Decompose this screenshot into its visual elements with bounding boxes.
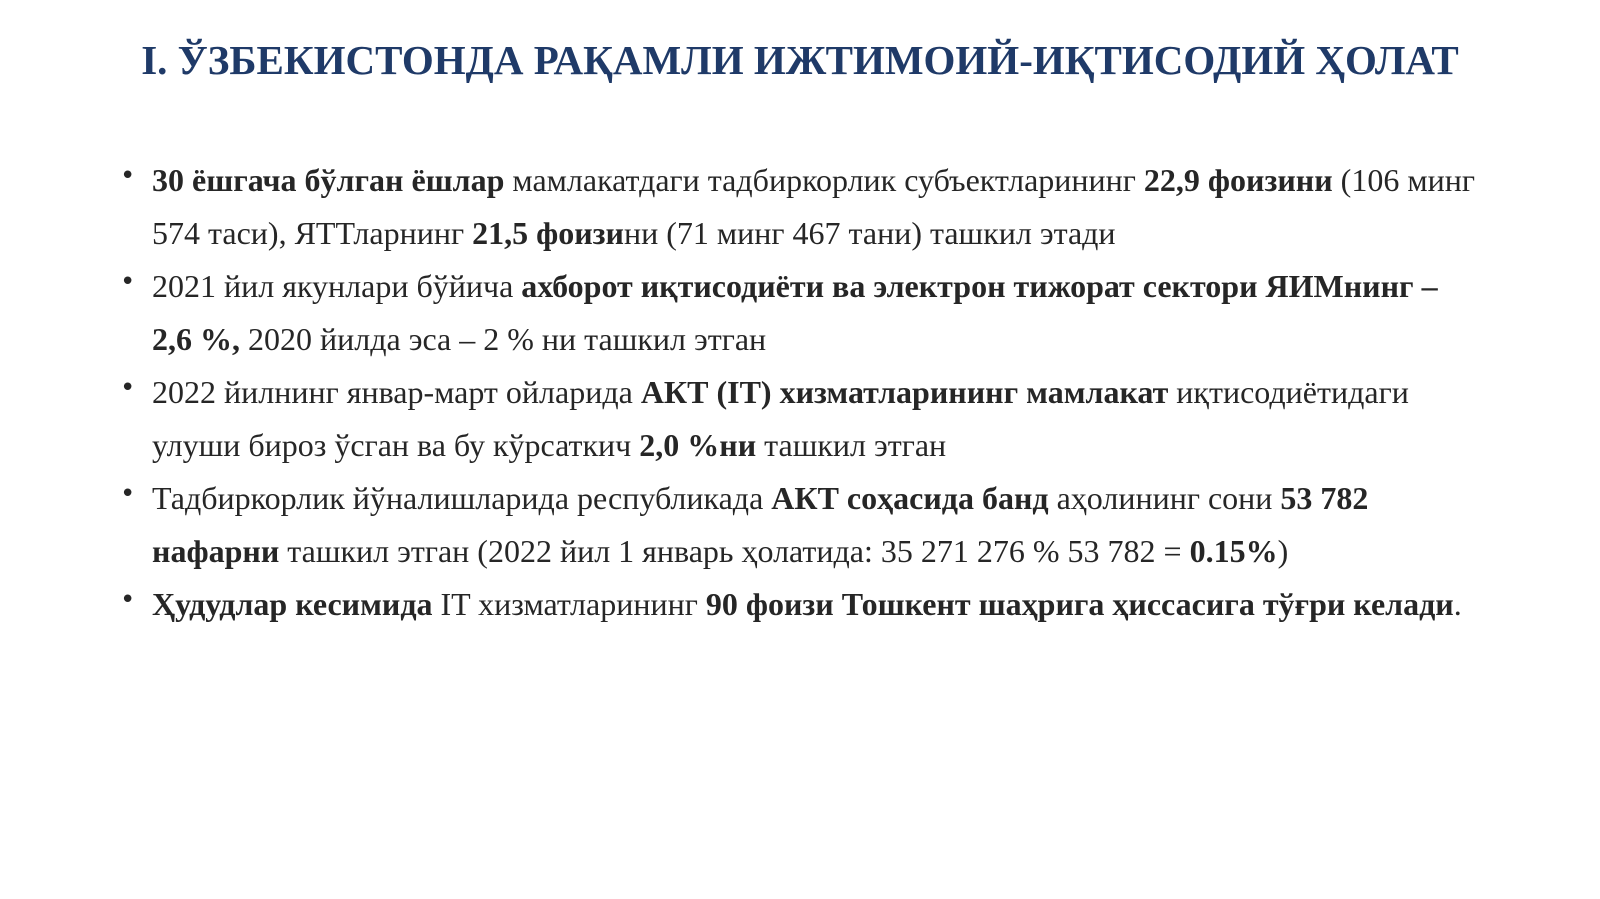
bullet-text: мамлакатдаги тадбиркорлик субъектларининг xyxy=(504,162,1144,198)
bullet-text: 2021 йил якунлари бўйича xyxy=(152,268,522,304)
bullet-text-bold: АКТ соҳасида банд xyxy=(771,480,1049,516)
bullet-text: IT хизматларининг xyxy=(432,586,706,622)
bullet-text: (106 минг 574 таси), ЯТТларнинг xyxy=(152,162,1475,251)
bullet-item-1 xyxy=(120,154,1482,260)
bullet-text: 2022 йилнинг январ-март ойларида xyxy=(152,374,641,410)
bullet-icon: • xyxy=(120,267,136,297)
bullet-text: Тадбиркорлик йўналишларида республикада xyxy=(152,480,772,516)
bullet-text: ) xyxy=(1277,533,1289,569)
bullet-text: ташкил этган (2022 йил 1 январь ҳолатида: 35 271 276 % 53 782 = xyxy=(279,533,1190,569)
bullet-text-bold: 2,0 %ни xyxy=(639,427,757,463)
bullet-item-5 xyxy=(120,578,1482,631)
bullet-text-bold: Ҳудудлар кесимида xyxy=(152,586,433,622)
bullet-text: . xyxy=(1453,586,1462,622)
slide-title: I. ЎЗБЕКИСТОНДА РАҚАМЛИ ИЖТИМОИЙ-ИҚТИСОДИЙ ҲОЛАТ xyxy=(141,37,1459,83)
bullet-text-bold: 0.15% xyxy=(1189,533,1278,569)
bullet-text: ни (71 минг 467 тани) ташкил этади xyxy=(623,215,1116,251)
bullet-text: 2020 йилда эса – 2 % ни ташкил этган xyxy=(240,321,767,357)
bullet-icon: • xyxy=(120,373,136,403)
bullet-text-bold: 90 фоизи Тошкент шаҳрига ҳиссасига тўғри келади xyxy=(705,586,1454,622)
bullet-text-bold: 30 ёшгача бўлган ёшлар xyxy=(152,162,505,198)
bullet-text: аҳолининг сони xyxy=(1048,480,1281,516)
bullet-text: ташкил этган xyxy=(756,427,947,463)
bullet-text-bold: 21,5 фоизи xyxy=(472,215,624,251)
bullet-text-bold: АКТ (IT) хизматларининг мамлакат xyxy=(640,374,1169,410)
bullet-text-bold: ахборот иқтисодиёти ва электрон тижорат сектори ЯИМнинг – 2,6 %, xyxy=(152,268,1438,357)
bullet-text-bold: 53 782 нафарни xyxy=(152,480,1369,569)
bullet-icon: • xyxy=(120,585,136,615)
bullet-text: иқтисодиётидаги улуши бироз ўсган ва бу кўрсаткич xyxy=(152,374,1409,463)
bullet-icon: • xyxy=(120,161,136,191)
bullet-text-bold: 22,9 фоизини xyxy=(1143,162,1333,198)
bullet-item-4 xyxy=(120,472,1482,578)
bullet-item-2 xyxy=(120,260,1482,366)
bullet-list xyxy=(120,154,1482,631)
bullet-item-3 xyxy=(120,366,1482,472)
bullet-icon: • xyxy=(120,479,136,509)
